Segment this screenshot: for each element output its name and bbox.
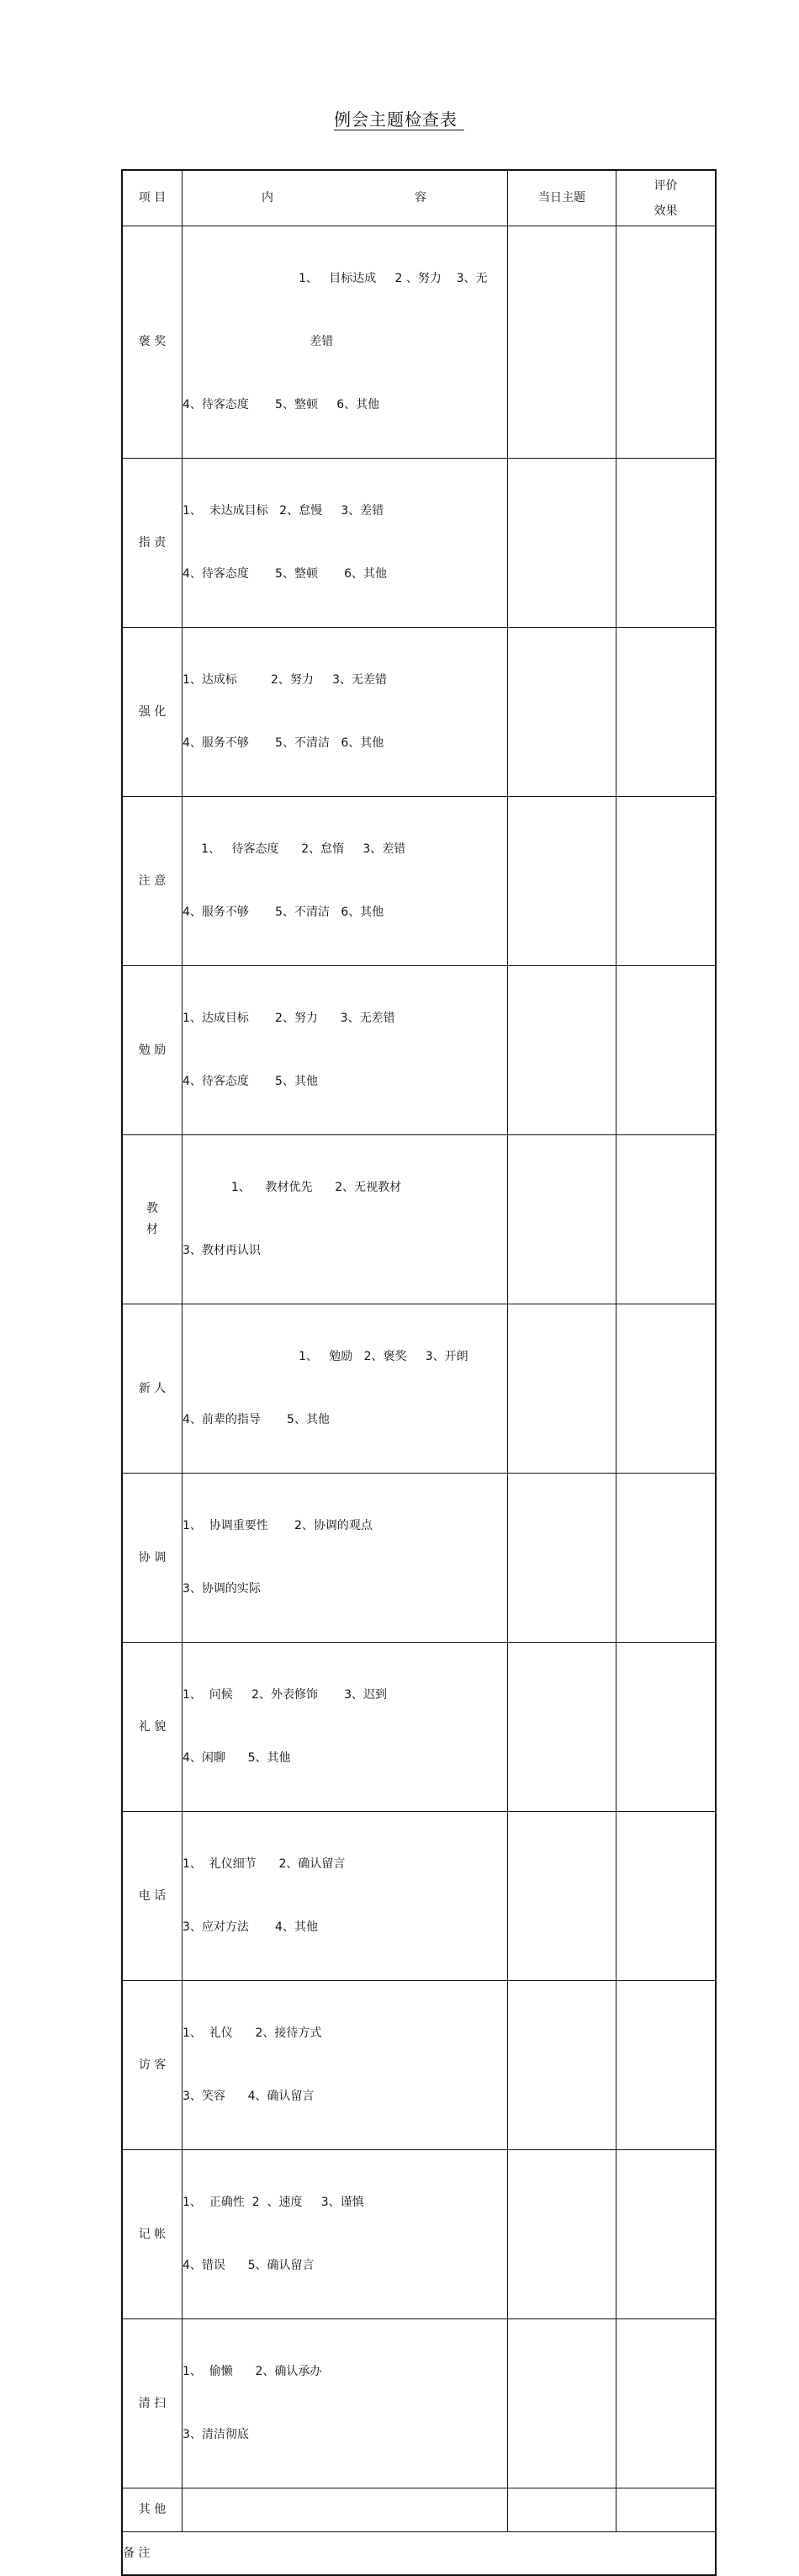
row-label: 礼 貌 — [122, 1643, 183, 1812]
table-row — [122, 2488, 716, 2532]
eval-cell[interactable] — [616, 1643, 717, 1812]
content-line: 1、 偷懒 2、确认承办 — [183, 2365, 322, 2378]
row-label: 其 他 — [122, 2488, 183, 2532]
theme-cell[interactable] — [508, 1304, 616, 1474]
content-line: 1、达成目标 2、努力 3、无差错 — [183, 1012, 395, 1025]
header-content — [183, 170, 508, 226]
content-line: 1、 礼仪细节 2、确认留言 — [183, 1857, 346, 1871]
row-content[interactable] — [183, 2488, 508, 2532]
row-content — [183, 966, 508, 1135]
header-item: 项 目 — [122, 170, 183, 226]
theme-cell[interactable] — [508, 1474, 616, 1643]
content-line: 1、 协调重要性 2、协调的观点 — [183, 1519, 373, 1532]
content-line: 1、 教材优先 2、无视教材 — [183, 1181, 402, 1194]
theme-cell[interactable] — [508, 1643, 616, 1812]
content-line: 3、教材再认识 — [183, 1244, 261, 1257]
content-line: 1、 正确性 2 、速度 3、谨慎 — [183, 2196, 364, 2209]
page-title: 例会主题检查表 — [334, 109, 458, 130]
eval-cell[interactable] — [616, 1135, 717, 1304]
content-line: 1、 勉励 2、褒奖 3、开朗 — [183, 1350, 468, 1363]
row-label: 指 责 — [122, 459, 183, 628]
eval-cell[interactable] — [616, 1304, 717, 1474]
eval-cell[interactable] — [616, 2319, 717, 2488]
row-label: 协 调 — [122, 1474, 183, 1643]
row-label: 清 扫 — [122, 2319, 183, 2488]
theme-cell[interactable] — [508, 966, 616, 1135]
table-row — [122, 1135, 716, 1304]
content-line: 4、服务不够 5、不清洁 6、其他 — [183, 906, 384, 919]
content-line: 3、清洁彻底 — [183, 2428, 249, 2441]
row-content — [183, 1981, 508, 2150]
theme-cell[interactable] — [508, 2319, 616, 2488]
row-label-line2: 材 — [146, 1223, 158, 1236]
table-row — [122, 1474, 716, 1643]
table-row — [122, 2319, 716, 2488]
content-line: 4、待客态度 5、整顿 6、其他 — [183, 398, 380, 412]
eval-cell[interactable] — [616, 797, 717, 966]
row-label: 电 话 — [122, 1812, 183, 1981]
content-line: 3、应对方法 4、其他 — [183, 1920, 318, 1934]
table-row — [122, 966, 716, 1135]
header-eval-line1: 评价 — [653, 178, 678, 193]
header-row — [122, 170, 716, 226]
theme-cell[interactable] — [508, 2488, 616, 2532]
header-theme: 当日主题 — [508, 170, 616, 226]
row-label: 新 人 — [122, 1304, 183, 1474]
notes-row — [122, 2532, 716, 2576]
theme-cell[interactable] — [508, 2150, 616, 2319]
row-label — [122, 1135, 183, 1304]
content-line: 差错 — [183, 335, 334, 348]
table-row — [122, 226, 716, 459]
row-content — [183, 459, 508, 628]
row-content — [183, 1135, 508, 1304]
row-content — [183, 1304, 508, 1474]
eval-cell[interactable] — [616, 1812, 717, 1981]
content-line: 4、待客态度 5、其他 — [183, 1075, 318, 1088]
eval-cell[interactable] — [616, 1474, 717, 1643]
header-eval — [616, 170, 717, 226]
row-label: 褒 奖 — [122, 226, 183, 459]
eval-cell[interactable] — [616, 226, 717, 459]
content-line: 4、待客态度 5、整顿 6、其他 — [183, 567, 388, 581]
eval-cell[interactable] — [616, 2150, 717, 2319]
table-row — [122, 1812, 716, 1981]
content-line: 3、笑容 4、确认留言 — [183, 2090, 315, 2103]
content-line: 1、 未达成目标 2、怠慢 3、差错 — [183, 504, 384, 518]
eval-cell[interactable] — [616, 459, 717, 628]
theme-cell[interactable] — [508, 226, 616, 459]
table-row — [122, 797, 716, 966]
table-row — [122, 1981, 716, 2150]
row-label: 访 客 — [122, 1981, 183, 2150]
header-content-right: 容 — [415, 191, 426, 204]
theme-cell[interactable] — [508, 1135, 616, 1304]
row-label: 强 化 — [122, 628, 183, 797]
eval-cell[interactable] — [616, 966, 717, 1135]
eval-cell[interactable] — [616, 1981, 717, 2150]
content-line: 1、 问候 2、外表修饰 3、迟到 — [183, 1688, 388, 1702]
table-row — [122, 628, 716, 797]
header-eval-line2: 效果 — [653, 204, 678, 218]
notes-label: 备 注 — [123, 2546, 151, 2560]
content-line: 3、协调的实际 — [183, 1582, 261, 1596]
row-label: 勉 励 — [122, 966, 183, 1135]
table-row — [122, 1643, 716, 1812]
checklist-table — [121, 169, 717, 2576]
row-label-line1: 教 — [146, 1202, 158, 1215]
row-content — [183, 1643, 508, 1812]
notes-cell[interactable] — [122, 2532, 716, 2576]
row-content — [183, 1474, 508, 1643]
content-line: 1、 目标达成 2 、努力 3、无 — [183, 272, 488, 285]
row-content — [183, 797, 508, 966]
content-line: 4、服务不够 5、不清洁 6、其他 — [183, 736, 384, 750]
content-line: 1、 待客态度 2、怠惰 3、差错 — [183, 842, 406, 856]
content-line: 1、 礼仪 2、接待方式 — [183, 2026, 322, 2040]
row-content — [183, 628, 508, 797]
theme-cell[interactable] — [508, 1812, 616, 1981]
theme-cell[interactable] — [508, 797, 616, 966]
table-row — [122, 2150, 716, 2319]
theme-cell[interactable] — [508, 1981, 616, 2150]
eval-cell[interactable] — [616, 628, 717, 797]
row-content — [183, 2150, 508, 2319]
content-line: 1、达成标 2、努力 3、无差错 — [183, 673, 388, 687]
table-row — [122, 459, 716, 628]
content-line: 4、闲聊 5、其他 — [183, 1751, 291, 1765]
content-line: 4、错误 5、确认留言 — [183, 2259, 315, 2272]
theme-cell[interactable] — [508, 628, 616, 797]
row-label: 记 帐 — [122, 2150, 183, 2319]
row-label: 注 意 — [122, 797, 183, 966]
eval-cell[interactable] — [616, 2488, 717, 2532]
content-line: 4、前辈的指导 5、其他 — [183, 1413, 330, 1426]
row-content — [183, 1812, 508, 1981]
row-content — [183, 2319, 508, 2488]
theme-cell[interactable] — [508, 459, 616, 628]
header-content-left: 内 — [262, 191, 273, 204]
table-row — [122, 1304, 716, 1474]
row-content — [183, 226, 508, 459]
